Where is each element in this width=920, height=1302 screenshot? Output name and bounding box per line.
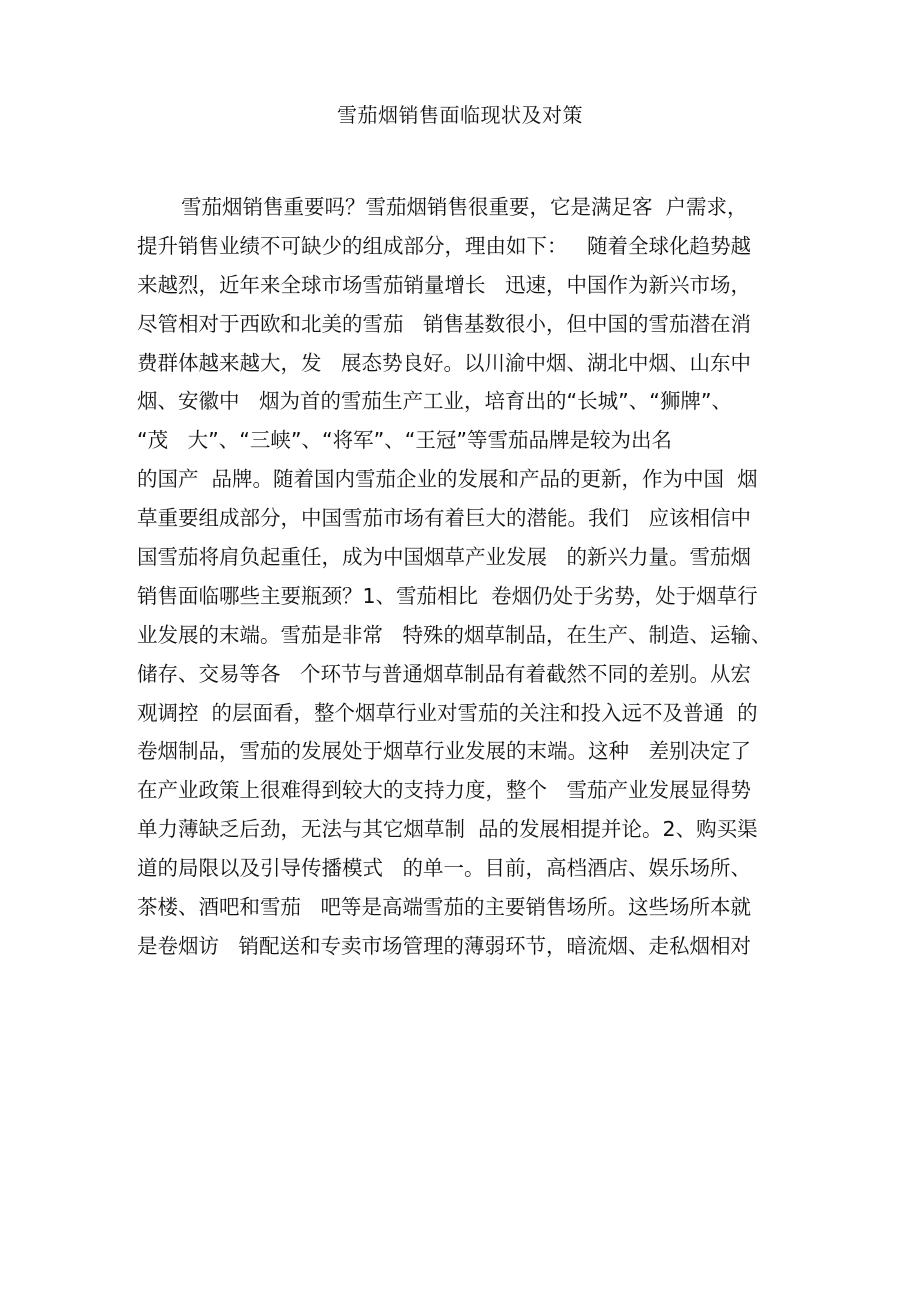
text-line: 尽管相对于西欧和北美的雪茄 销售基数很小，但中国的雪茄潜在消 [137, 311, 752, 336]
text-line: 在产业政策上很难得到较大的支持力度，整个 雪茄产业发展显得势 [137, 778, 752, 803]
text-line: 卷烟制品，雪茄的发展处于烟草行业发展的末端。这种 差别决定了 [137, 739, 752, 764]
text-line: 提升销售业绩不可缺少的组成部分，理由如下： 随着全球化趋势越 [137, 233, 752, 258]
text-line: 雪茄烟销售重要吗？雪茄烟销售很重要，它是满足客 户需求， [181, 195, 748, 219]
document-body [137, 188, 797, 966]
document-title: 雪茄烟销售面临现状及对策 [337, 103, 583, 127]
text-line: 单力薄缺乏后劲，无法与其它烟草制 品的发展相提并论。2、购买渠 [137, 817, 758, 842]
text-line: 销售面临哪些主要瓶颈？1、雪茄相比 卷烟仍处于劣势，处于烟草行 [137, 583, 758, 608]
text-line: 费群体越来越大，发 展态势良好。以川渝中烟、湖北中烟、山东中 [137, 350, 752, 375]
text-line: 来越烈，近年来全球市场雪茄销量增长 迅速，中国作为新兴市场， [137, 272, 752, 297]
text-line: 草重要组成部分，中国雪茄市场有着巨大的潜能。我们 应该相信中 [137, 506, 752, 531]
text-line: 茶楼、酒吧和雪茄 吧等是高端雪茄的主要销售场所。这些场所本就 [137, 895, 752, 920]
text-line: 道的局限以及引导传播模式 的单一。目前，高档酒店、娱乐场所、 [137, 856, 752, 881]
text-line: 国雪茄将肩负起重任，成为中国烟草产业发展 的新兴力量。雪茄烟 [137, 545, 752, 570]
text-line: 观调控 的层面看，整个烟草行业对雪茄的关注和投入远不及普通 的 [137, 700, 758, 725]
text-line: 储存、交易等各 个环节与普通烟草制品有着截然不同的差别。从宏 [137, 661, 752, 686]
text-line: 烟、安徽中 烟为首的雪茄生产工业，培育出的“长城”、“狮牌”、 [137, 389, 733, 414]
text-line: 业发展的末端。雪茄是非常 特殊的烟草制品，在生产、制造、运输、 [137, 622, 772, 647]
text-line: 是卷烟访 销配送和专卖市场管理的薄弱环节，暗流烟、走私烟相对 [137, 933, 752, 958]
text-line: 的国产 品牌。随着国内雪茄企业的发展和产品的更新，作为中国 烟 [137, 467, 758, 492]
text-line: “茂 大”、“三峡”、“将军”、“王冠”等雪茄品牌是较为出名 [137, 428, 673, 453]
